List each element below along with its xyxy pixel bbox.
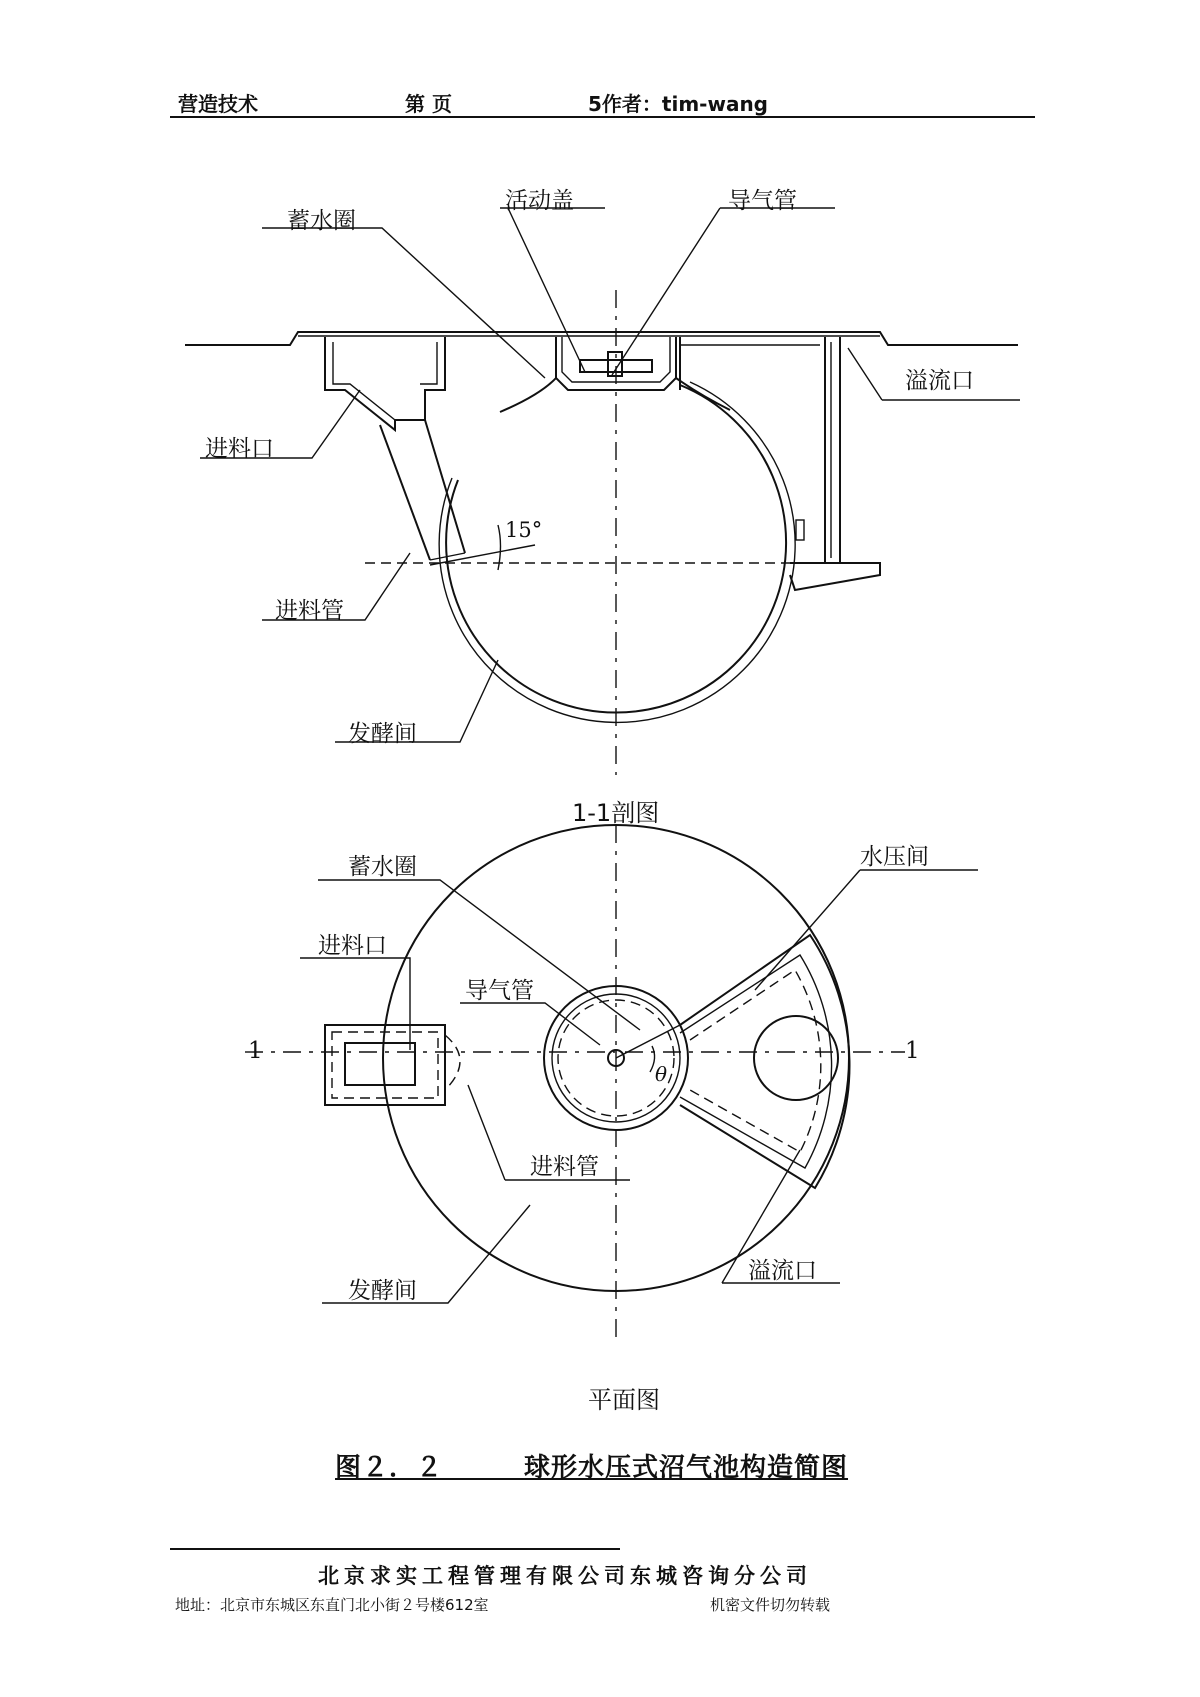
label-inlet-pipe: 进料管 [275, 598, 344, 624]
plan-overflow-port [754, 1016, 838, 1100]
plan-hydraulic-chamber [680, 935, 850, 1188]
figure-title: 图２．２ 球形水压式沼气池构造简图 [335, 1453, 849, 1483]
overflow-channel [825, 337, 840, 563]
inlet-pipe [380, 425, 430, 560]
ground-line [185, 332, 1018, 345]
plan-label-hydraulic: 水压间 [860, 844, 929, 870]
header-left: 营造技术 [178, 92, 258, 116]
plan-theta: θ [655, 1062, 668, 1086]
section-drawing [185, 290, 1018, 775]
footer-notice: 机密文件切勿转载 [710, 1596, 831, 1614]
plan-caption: 平面图 [588, 1386, 660, 1414]
label-inlet: 进料口 [205, 436, 274, 462]
label-fermentation: 发酵间 [348, 721, 417, 747]
label-movable-cover: 活动盖 [505, 188, 574, 214]
section-leaders [200, 208, 1020, 742]
label-gas-pipe: 导气管 [728, 188, 797, 214]
label-overflow: 溢流口 [905, 368, 974, 394]
label-water-ring: 蓄水圈 [287, 208, 356, 234]
plan-cut-left: 1 [248, 1038, 263, 1064]
plan-cut-right: 1 [905, 1038, 920, 1064]
header-author: 5作者：tim-wang [588, 92, 768, 116]
footer-rule [170, 1548, 620, 1550]
plan-label-inlet-pipe: 进料管 [530, 1154, 599, 1180]
plan-leaders [300, 870, 978, 1303]
plan-label-inlet: 进料口 [318, 933, 387, 959]
label-angle: 15° [505, 518, 543, 542]
footer-company: 北京求实工程管理有限公司东城咨询分公司 [318, 1564, 812, 1588]
section-caption: 1-1剖图 [572, 799, 660, 827]
plan-label-overflow: 溢流口 [748, 1258, 817, 1284]
plan-label-fermentation: 发酵间 [348, 1278, 417, 1304]
footer-address: 地址：北京市东城区东直门北小街２号楼612室 [175, 1596, 489, 1614]
plan-label-gas-pipe: 导气管 [465, 978, 534, 1004]
plan-label-water-ring: 蓄水圈 [348, 854, 417, 880]
header-page: 第 页 [405, 92, 452, 116]
